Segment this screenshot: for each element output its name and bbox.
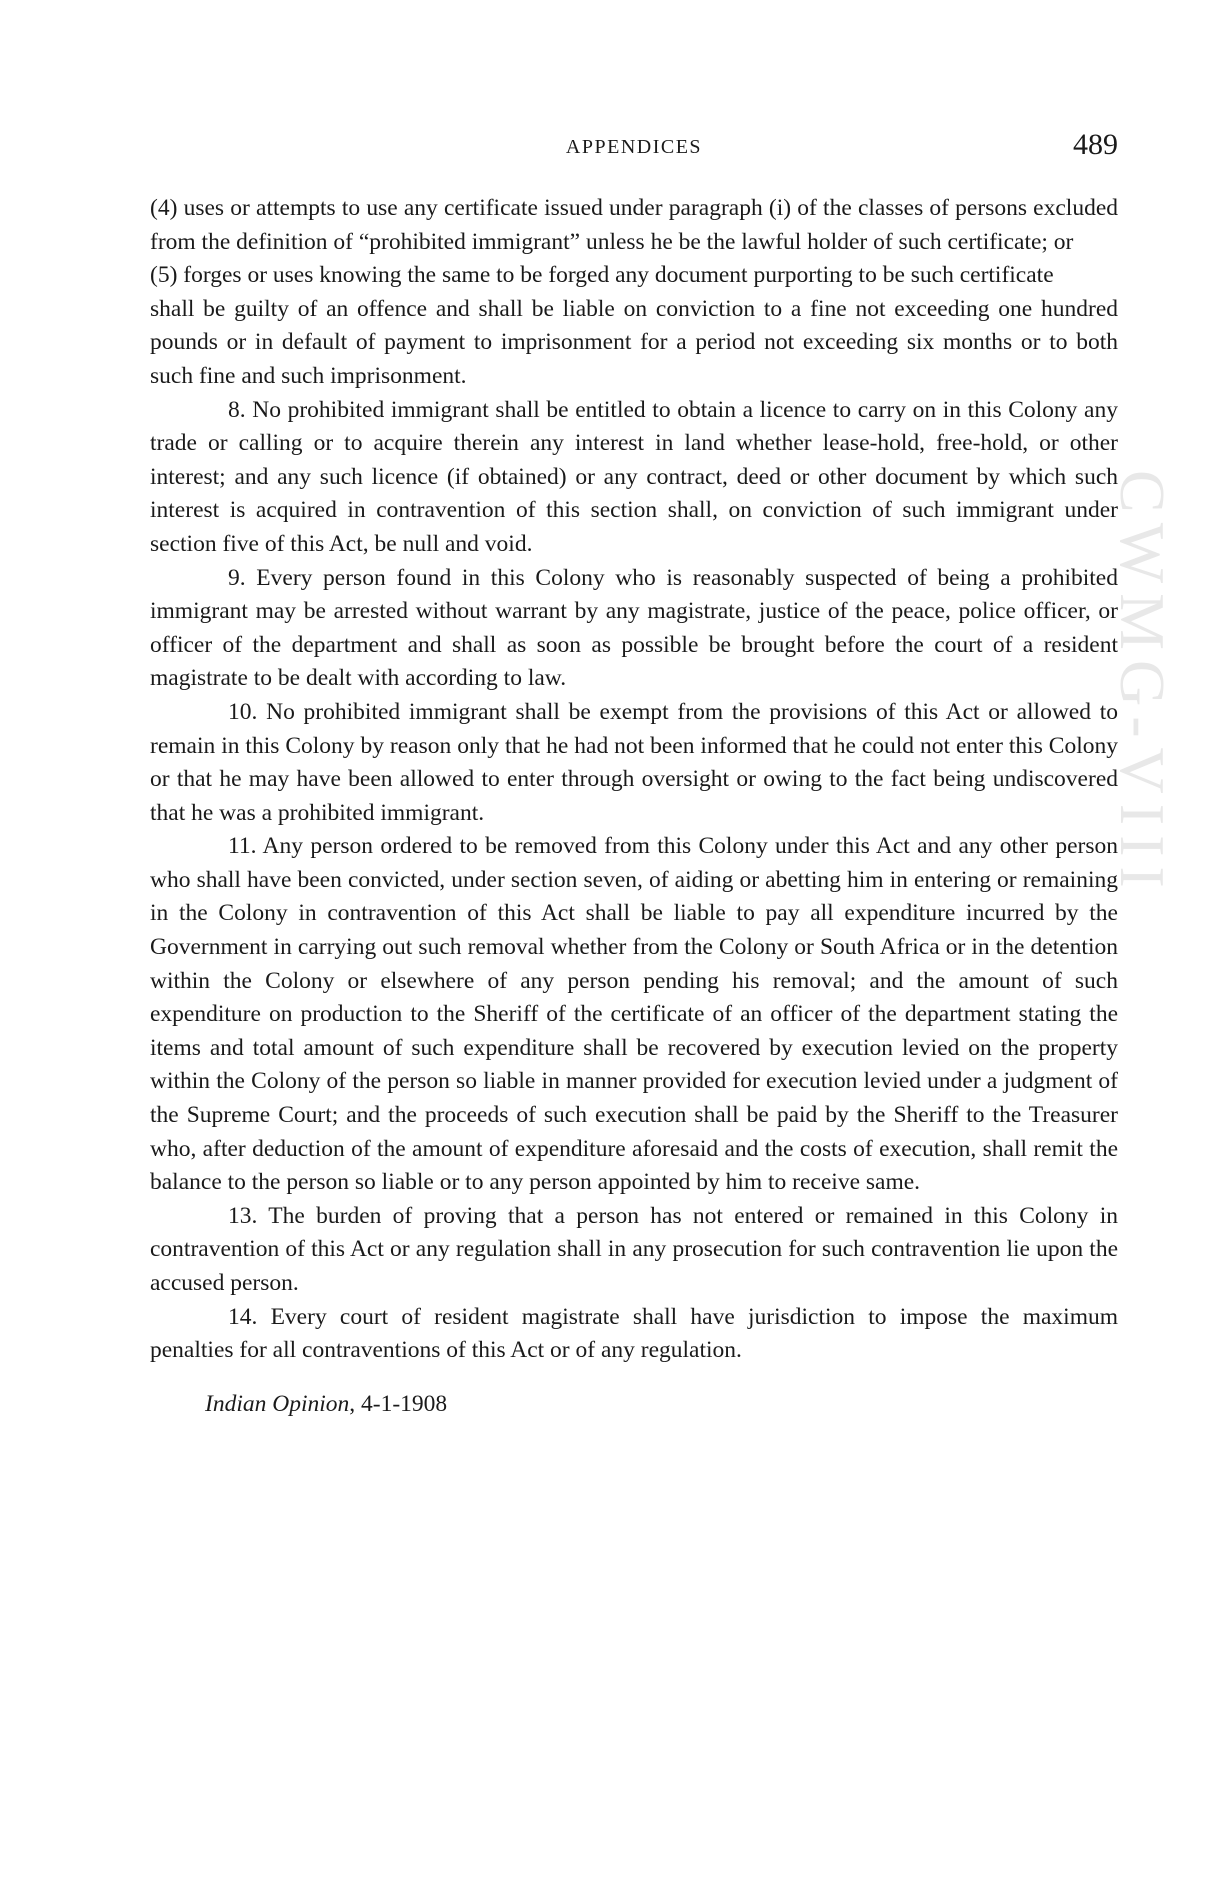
running-head: APPENDICES — [565, 136, 703, 158]
source-date: , 4-1-1908 — [349, 1390, 448, 1417]
section-10: 10. No prohibited immigrant shall be exempt from the provisions of this Act or allowed to remain in this Colony by reason only that he had not been informed that he could not enter this Colony or that he may have been allowed to enter through oversight or owing to the fact being undiscovered that he was a prohibited immigrant. — [150, 698, 1118, 826]
penalty-paragraph: shall be guilty of an offence and shall be liable on conviction to a fine not exceeding one hundred pounds or in default of payment to imprisonment for a period not exceeding six months or to both such fine and such imprisonment. — [150, 295, 1118, 389]
clause-4: (4) uses or attempts to use any certificate issued under paragraph (i) of the classes of persons excluded from the definition of “prohibited immigrant” unless he be the lawful holder of such certificate; or — [150, 195, 1118, 255]
section-14: 14. Every court of resident magistrate shall have jurisdiction to impose the maximum penalties for all contraventions of this Act or of any regulation. — [150, 1303, 1118, 1364]
page-header — [150, 128, 1118, 168]
body-text — [150, 192, 1118, 1368]
clause-5: (5) forges or uses knowing the same to be forged any document purporting to be such certificate — [150, 262, 1054, 289]
page-number: 489 — [1073, 128, 1118, 161]
section-11: 11. Any person ordered to be removed from this Colony under this Act and any other person who shall have been convicted, under section seven, of aiding or abetting him in entering or remaining in the Colony in contravention of this Act shall be liable to pay all expenditure incurred by the Government in carrying out such removal whether from the Colony or South Africa or in the detention within the Colony or elsewhere of any person pending his removal; and the amount of such expenditure on production to the Sheriff of the certificate of an officer of the department stating the items and total amount of such expenditure shall be recovered by execution levied on the property within the Colony of the person so liable in manner provided for execution levied under a judgment of the Supreme Court; and the proceeds of such execution shall be paid by the Sheriff to the Treasurer who, after deduction of the amount of expenditure aforesaid and the costs of execution, shall remit the balance to the person so liable or to any person appointed by him to receive same. — [150, 833, 1118, 1196]
watermark: CWMG-VIII — [1107, 470, 1178, 898]
section-9: 9. Every person found in this Colony who is reasonably suspected of being a prohibited immigrant may be arrested without warrant by any magistrate, justice of the peace, police officer, or officer of the department and shall as soon as possible be brought before the court of a resident magistrate to be dealt with according to law. — [150, 564, 1118, 692]
section-13: 13. The burden of proving that a person has not entered or remained in this Colony in contravention of this Act or any regulation shall in any prosecution for such contravention lie upon the accused person. — [150, 1202, 1118, 1296]
source-journal: Indian Opinion — [205, 1390, 350, 1417]
source-citation — [150, 1388, 1118, 1422]
document-page — [150, 128, 1118, 1421]
section-8: 8. No prohibited immigrant shall be entitled to obtain a licence to carry on in this Colony any trade or calling or to acquire therein any interest in land whether lease-hold, free-hold, or other interest; and any such licence (if obtained) or any contract, deed or other document by which such interest is acquired in contravention of this section shall, on conviction of such immigrant under section five of this Act, be null and void. — [150, 396, 1118, 557]
